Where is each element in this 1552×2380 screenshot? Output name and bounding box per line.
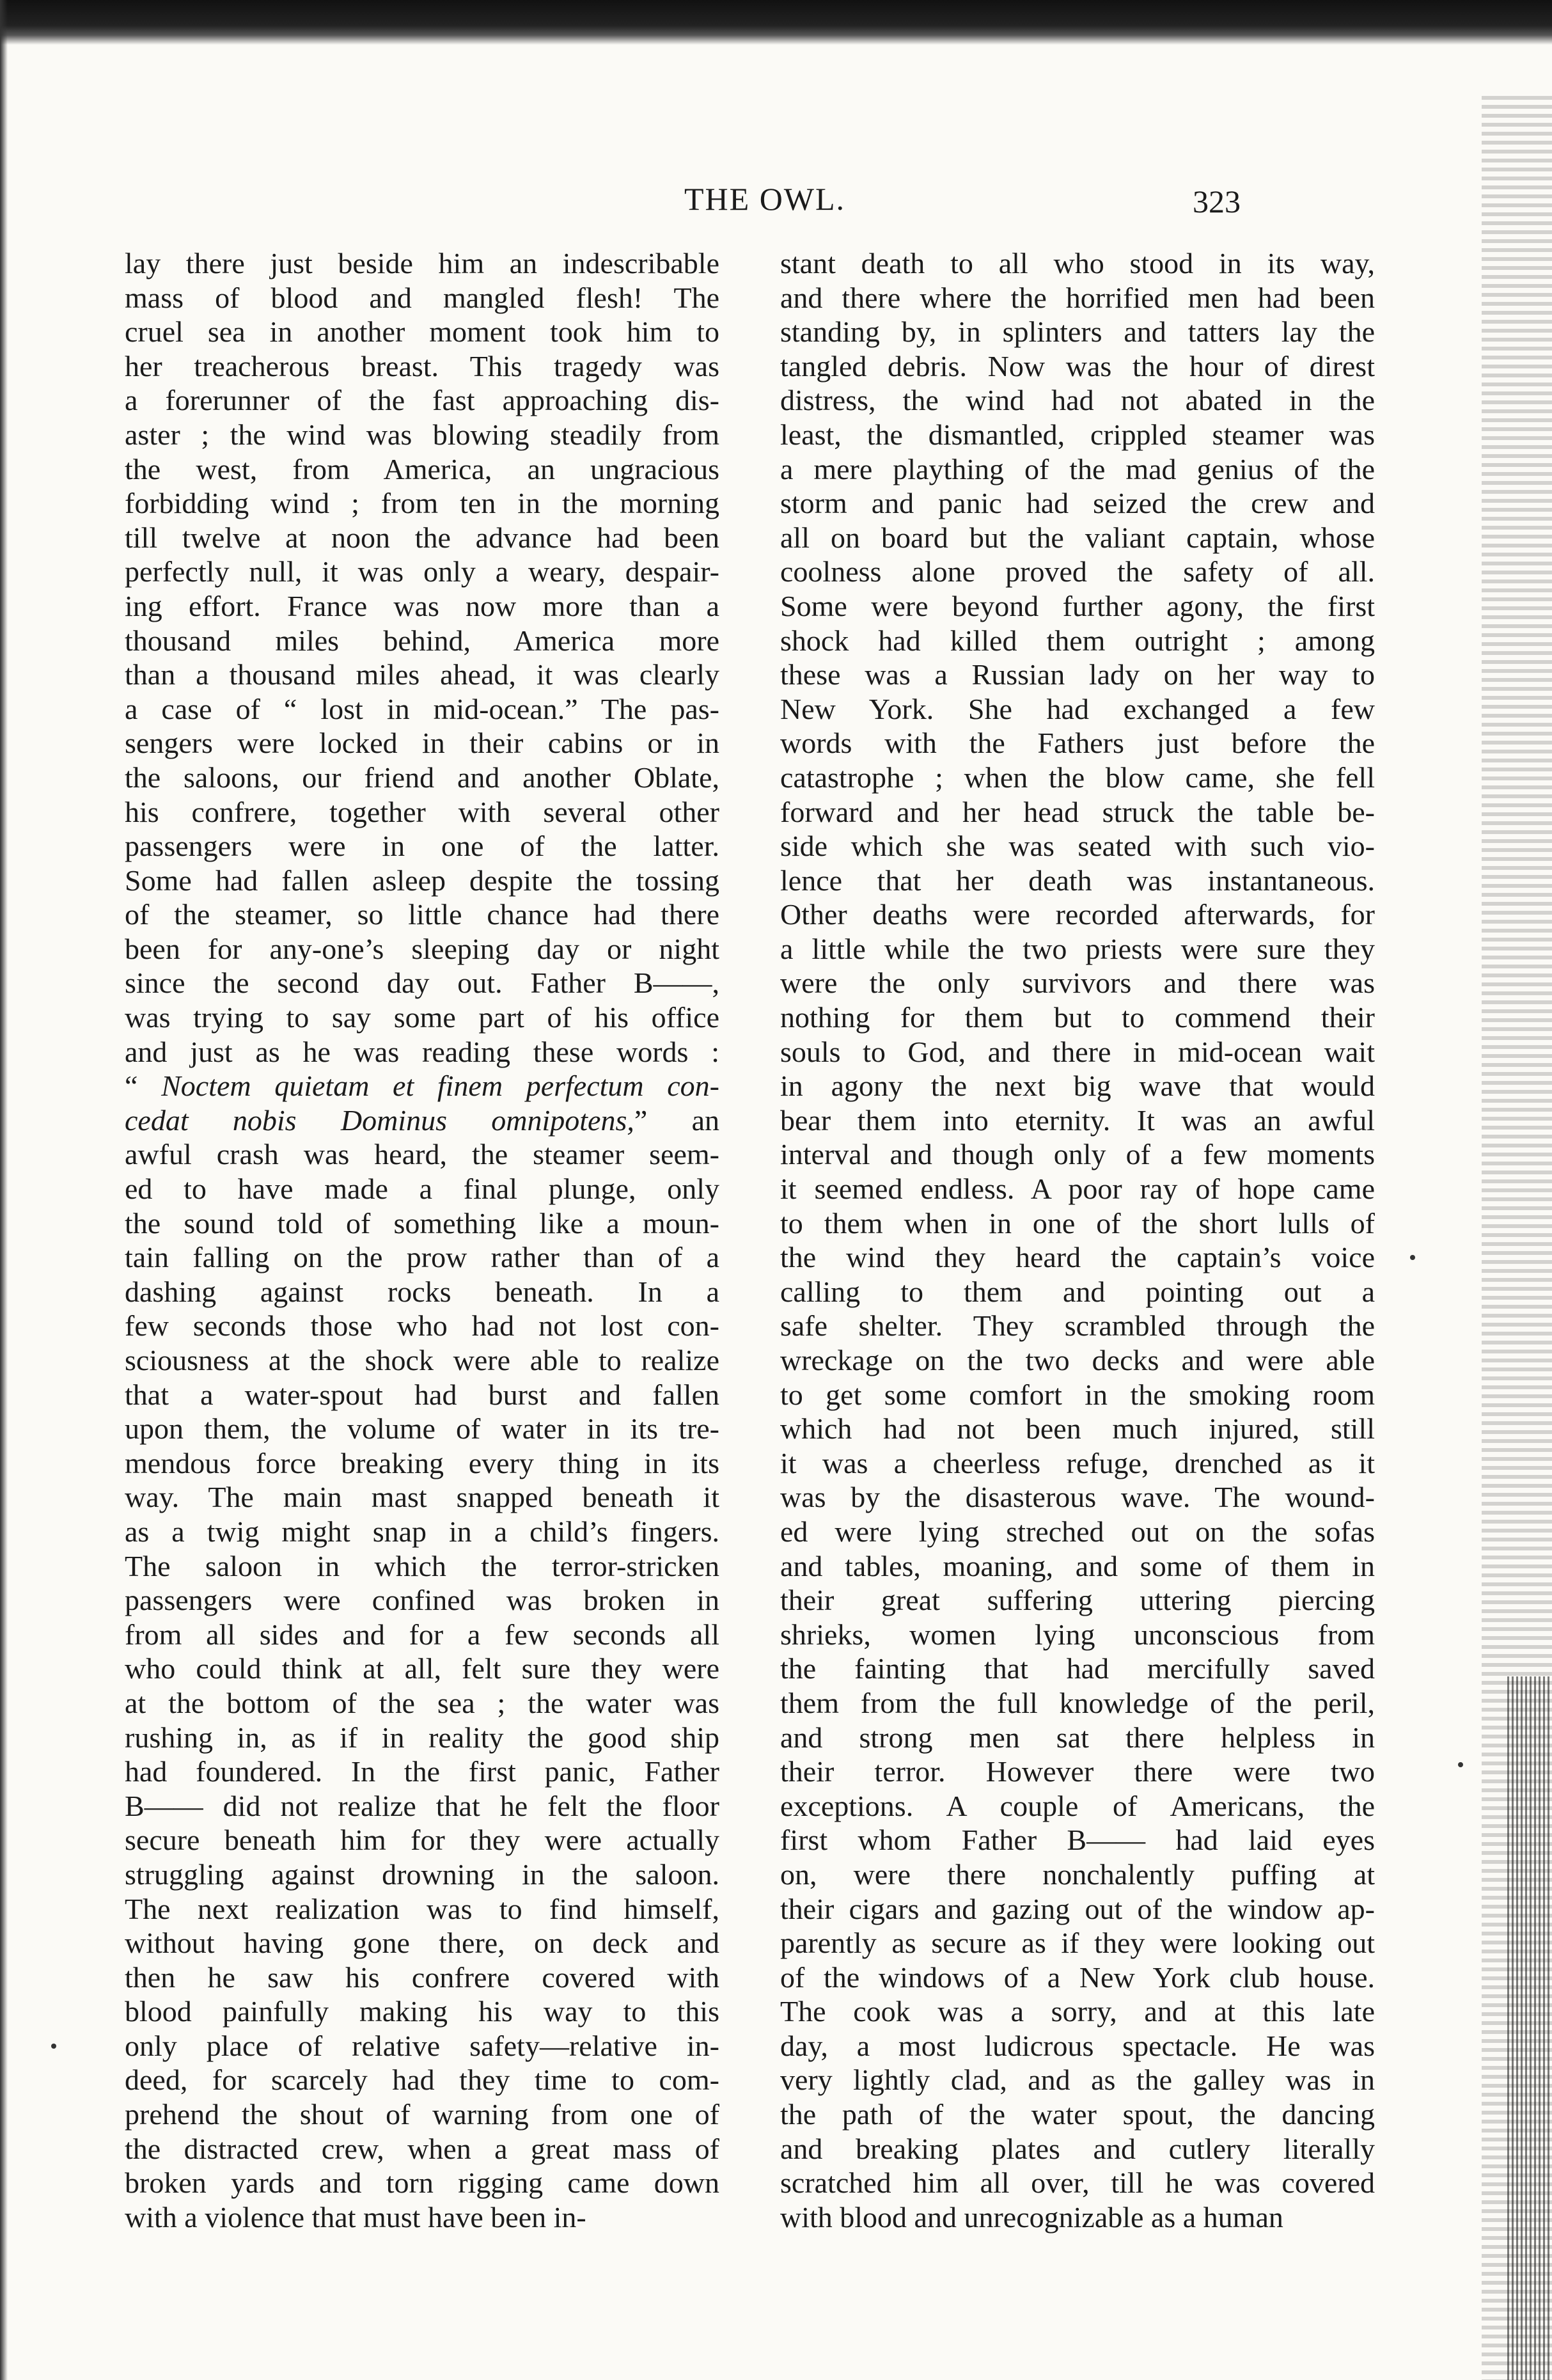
text-line: were the only survivors and there was	[780, 966, 1375, 1000]
text-line: lence that her death was instantaneous.	[780, 863, 1375, 897]
page-edge-top	[0, 0, 1552, 45]
page-edge-left	[0, 0, 8, 2380]
margin-dot	[51, 2044, 56, 2049]
text-line: “ Noctem quietam et finem perfectum con-	[125, 1069, 719, 1103]
text-line: at the bottom of the sea ; the water was	[125, 1686, 719, 1719]
text-line: in agony the next big wave that would	[780, 1069, 1375, 1103]
text-line: ed were lying streched out on the sofas	[780, 1515, 1375, 1548]
text-line: scratched him all over, till he was covered	[780, 2166, 1375, 2200]
text-column-left	[125, 246, 719, 2234]
text-line: these was a Russian lady on her way to	[780, 658, 1375, 691]
text-line: tain falling on the prow rather than of a	[125, 1241, 719, 1274]
text-line: and breaking plates and cutlery literally	[780, 2132, 1375, 2165]
text-line: way. The main mast snapped beneath it	[125, 1481, 719, 1514]
text-line: and strong men sat there helpless in	[780, 1721, 1375, 1754]
text-line: from all sides and for a few seconds all	[125, 1618, 719, 1651]
text-line: catastrophe ; when the blow came, she fell	[780, 760, 1375, 794]
text-line: of the steamer, so little chance had there	[125, 898, 719, 931]
text-line: and just as he was reading these words :	[125, 1035, 719, 1068]
text-line: his confrere, together with several other	[125, 795, 719, 828]
text-line: it was a cheerless refuge, drenched as it	[780, 1446, 1375, 1479]
text-line: the distracted crew, when a great mass of	[125, 2132, 719, 2165]
text-line: to them when in one of the short lulls of	[780, 1206, 1375, 1240]
text-line: on, were there nonchalently puffing at	[780, 1857, 1375, 1891]
text-line: interval and though only of a few moments	[780, 1138, 1375, 1171]
text-line: cedat nobis Dominus omnipotens,” an	[125, 1103, 719, 1137]
text-line: New York. She had exchanged a few	[780, 692, 1375, 725]
running-title: THE OWL.	[684, 181, 846, 217]
text-line: sciousness at the shock were able to realize	[125, 1344, 719, 1376]
text-line: was trying to say some part of his office	[125, 1001, 719, 1034]
page-number: 323	[1193, 184, 1241, 219]
text-line: only place of relative safety—relative in-	[125, 2029, 719, 2062]
latin-phrase: cedat nobis Dominus omnipotens,	[125, 1103, 634, 1137]
text-line: The saloon in which the terror-stricken	[125, 1549, 719, 1582]
text-line: rushing in, as if in reality the good ship	[125, 1721, 719, 1754]
text-line: wreckage on the two decks and were able	[780, 1344, 1375, 1376]
text-line: safe shelter. They scrambled through the	[780, 1309, 1375, 1343]
text-line: of the windows of a New York club house.	[780, 1960, 1375, 1994]
margin-dot	[1458, 1762, 1463, 1767]
text-line: mendous force breaking every thing in its	[125, 1446, 719, 1479]
text-line: and tables, moaning, and some of them in	[780, 1549, 1375, 1582]
text-line: a case of “ lost in mid-ocean.” The pas-	[125, 692, 719, 725]
text-line: passengers were confined was broken in	[125, 1584, 719, 1617]
text-line: her treacherous breast. This tragedy was	[125, 349, 719, 382]
text-line: distress, the wind had not abated in the	[780, 384, 1375, 417]
text-line: their cigars and gazing out of the window ap-	[780, 1892, 1375, 1925]
text-line: upon them, the volume of water in its tre-	[125, 1412, 719, 1446]
text-line: deed, for scarcely had they time to com-	[125, 2063, 719, 2097]
text-line: till twelve at noon the advance had been	[125, 521, 719, 554]
text-line: without having gone there, on deck and	[125, 1927, 719, 1960]
page-edge-right	[1482, 96, 1552, 2380]
text-line: had foundered. In the first panic, Father	[125, 1755, 719, 1788]
text-line: souls to God, and there in mid-ocean wait	[780, 1035, 1375, 1068]
text-line: with a violence that must have been in-	[125, 2200, 586, 2234]
margin-dot	[1410, 1255, 1415, 1260]
text-line: The cook was a sorry, and at this late	[780, 1995, 1375, 2028]
text-line: shrieks, women lying unconscious from	[780, 1618, 1375, 1651]
text-line: passengers were in one of the latter.	[125, 830, 719, 863]
text-line: exceptions. A couple of Americans, the	[780, 1789, 1375, 1822]
text-line: day, a most ludicrous spectacle. He was	[780, 2029, 1375, 2062]
text-line: Other deaths were recorded afterwards, for	[780, 898, 1375, 931]
text-line: the saloons, our friend and another Oblate,	[125, 760, 719, 794]
text-line: stant death to all who stood in its way,	[780, 247, 1375, 280]
text-line: forbidding wind ; from ten in the morning	[125, 487, 719, 520]
text-line: ed to have made a final plunge, only	[125, 1172, 719, 1206]
text-line: cruel sea in another moment took him to	[125, 315, 719, 349]
text-line: parently as secure as if they were looking out	[780, 1927, 1375, 1960]
text-line: the sound told of something like a moun-	[125, 1206, 719, 1240]
text-line: coolness alone proved the safety of all.	[780, 555, 1375, 588]
text-line: tangled debris. Now was the hour of direst	[780, 349, 1375, 382]
text-line: it seemed endless. A poor ray of hope came	[780, 1172, 1375, 1206]
text-line: blood painfully making his way to this	[125, 1995, 719, 2028]
text-line: very lightly clad, and as the galley was in	[780, 2063, 1375, 2097]
text-line: which had not been much injured, still	[780, 1412, 1375, 1446]
text-line: ing effort. France was now more than a	[125, 589, 719, 622]
text-line: since the second day out. Father B——,	[125, 966, 719, 1000]
text-line: the path of the water spout, the dancing	[780, 2098, 1375, 2131]
text-line: forward and her head struck the table be-	[780, 795, 1375, 828]
text-line: and there where the horrified men had been	[780, 281, 1375, 314]
text-line: perfectly null, it was only a weary, despair-	[125, 555, 719, 588]
text-line: nothing for them but to commend their	[780, 1001, 1375, 1034]
text-line: standing by, in splinters and tatters lay the	[780, 315, 1375, 349]
text-line: calling to them and pointing out a	[780, 1275, 1375, 1308]
text-line: Some were beyond further agony, the first	[780, 589, 1375, 622]
text-line: thousand miles behind, America more	[125, 624, 719, 657]
text-line: prehend the shout of warning from one of	[125, 2098, 719, 2131]
text-line: the west, from America, an ungracious	[125, 452, 719, 485]
text-line: their terror. However there were two	[780, 1755, 1375, 1788]
text-line: Some had fallen asleep despite the tossing	[125, 863, 719, 897]
text-line: with blood and unrecognizable as a human	[780, 2200, 1283, 2234]
text-line: that a water-spout had burst and fallen	[125, 1378, 719, 1411]
text-line: bear them into eternity. It was an awful	[780, 1103, 1375, 1137]
latin-phrase: Noctem quietam et finem perfectum con-	[161, 1069, 719, 1103]
text-line: sengers were locked in their cabins or in	[125, 727, 719, 760]
text-column-right	[780, 246, 1375, 2234]
text-line: all on board but the valiant captain, whose	[780, 521, 1375, 554]
text-line: secure beneath him for they were actually	[125, 1824, 719, 1857]
text-line: dashing against rocks beneath. In a	[125, 1275, 719, 1308]
text-line: lay there just beside him an indescribable	[125, 247, 719, 280]
text-line: been for any-one’s sleeping day or night	[125, 932, 719, 965]
text-line: a little while the two priests were sure they	[780, 932, 1375, 965]
text-line: few seconds those who had not lost con-	[125, 1309, 719, 1343]
text-line: mass of blood and mangled flesh! The	[125, 281, 719, 314]
text-line: storm and panic had seized the crew and	[780, 487, 1375, 520]
text-line: a mere plaything of the mad genius of the	[780, 452, 1375, 485]
text-line: first whom Father B—— had laid eyes	[780, 1824, 1375, 1857]
text-line: awful crash was heard, the steamer seem-	[125, 1138, 719, 1171]
text-line: broken yards and torn rigging came down	[125, 2166, 719, 2200]
text-line: side which she was seated with such vio-	[780, 830, 1375, 863]
text-line: words with the Fathers just before the	[780, 727, 1375, 760]
text-line: shock had killed them outright ; among	[780, 624, 1375, 657]
running-header	[646, 180, 1241, 225]
text-line: who could think at all, felt sure they were	[125, 1652, 719, 1685]
text-line: least, the dismantled, crippled steamer was	[780, 418, 1375, 451]
text-line: the wind they heard the captain’s voice	[780, 1241, 1375, 1274]
text-line: then he saw his confrere covered with	[125, 1960, 719, 1994]
text-line: their great suffering uttering piercing	[780, 1584, 1375, 1617]
text-line: to get some comfort in the smoking room	[780, 1378, 1375, 1411]
text-line: them from the full knowledge of the peril,	[780, 1686, 1375, 1719]
text-line: the fainting that had mercifully saved	[780, 1652, 1375, 1685]
text-line: aster ; the wind was blowing steadily from	[125, 418, 719, 451]
text-line: The next realization was to find himself,	[125, 1892, 719, 1925]
text-line: than a thousand miles ahead, it was clearly	[125, 658, 719, 691]
text-line: a forerunner of the fast approaching dis-	[125, 384, 719, 417]
text-line: B—— did not realize that he felt the floor	[125, 1789, 719, 1822]
text-line: was by the disasterous wave. The wound-	[780, 1481, 1375, 1514]
text-line: struggling against drowning in the saloon.	[125, 1857, 719, 1891]
text-line: as a twig might snap in a child’s fingers.	[125, 1515, 719, 1548]
